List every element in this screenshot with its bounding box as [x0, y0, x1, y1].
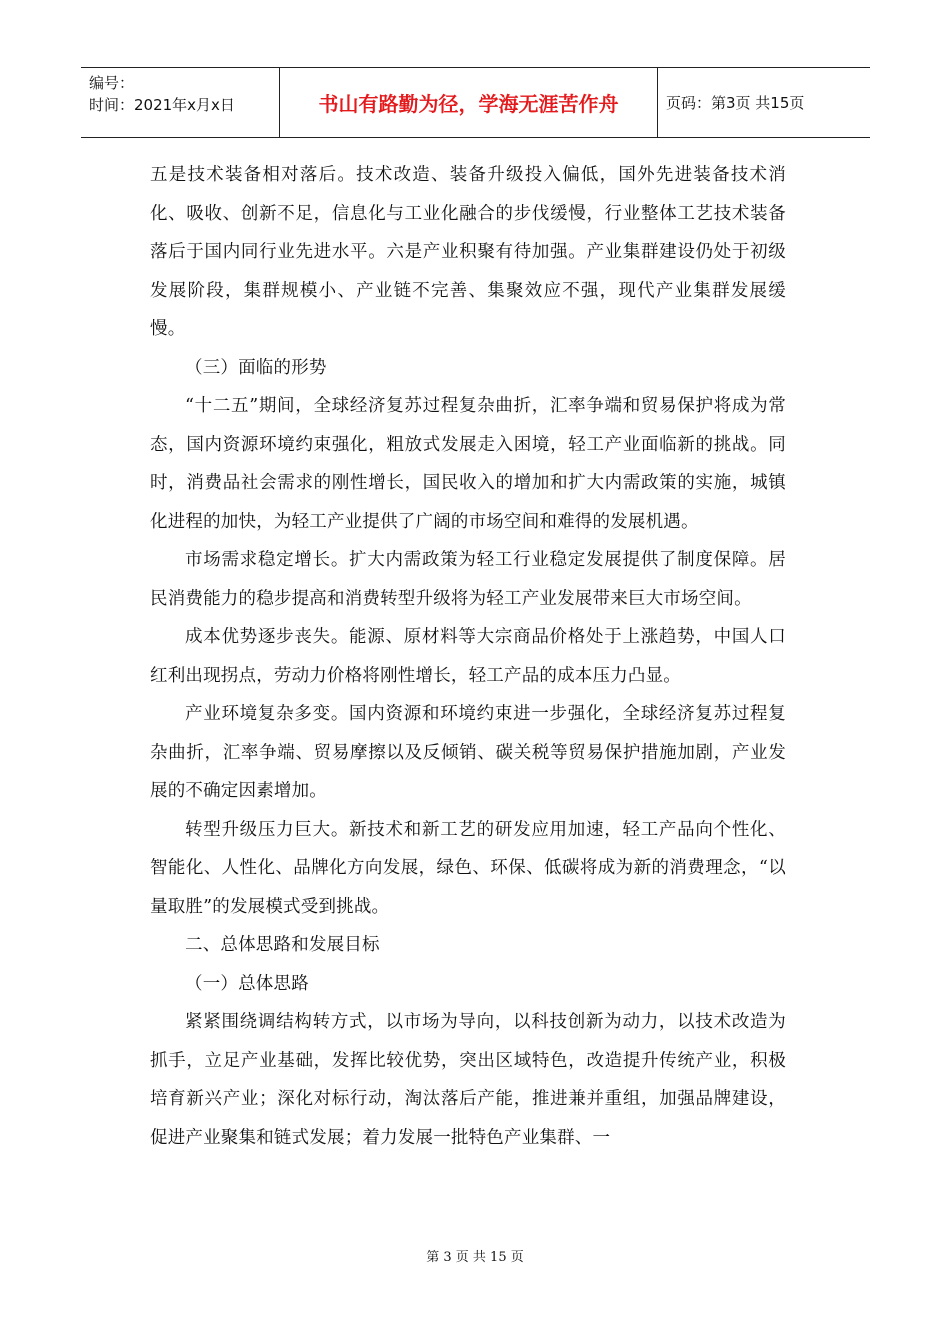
header-page-info: 页码：第3页 共15页: [666, 94, 805, 112]
paragraph: 转型升级压力巨大。新技术和新工艺的研发应用加速，轻工产品向个性化、智能化、人性化、品牌化方向发展，绿色、环保、低碳将成为新的消费理念，“以量取胜”的发展模式受到挑战。: [150, 819, 786, 917]
paragraph: “十二五”期间，全球经济复苏过程复杂曲折，汇率争端和贸易保护将成为常态，国内资源环境约束强化，粗放式发展走入困境，轻工产业面临新的挑战。同时，消费品社会需求的刚性增长，国民收入的增加和扩大内需政策的实施，城镇化进程的加快，为轻工产业提供了广阔的市场空间和难得的发展机遇。: [150, 396, 786, 532]
paragraph: 市场需求稳定增长。扩大内需政策为轻工行业稳定发展提供了制度保障。居民消费能力的稳步提高和消费转型升级将为轻工产业发展带来巨大市场空间。: [150, 550, 786, 609]
number-label: 编号：: [89, 74, 135, 92]
paragraph: 紧紧围绕调结构转方式，以市场为导向，以科技创新为动力，以技术改造为抓手，立足产业基础，发挥比较优势，突出区域特色，改造提升传统产业，积极培育新兴产业；深化对标行动，淘汰落后产能，推进兼并重组，加强品牌建设，促进产业聚集和链式发展；着力发展一批特色产业集群、一: [150, 1012, 786, 1148]
section-heading-approach: （一）总体思路: [185, 973, 309, 994]
paragraph: 成本优势逐步丧失。能源、原材料等大宗商品价格处于上涨趋势，中国人口红利出现拐点，劳动力价格将刚性增长，轻工产品的成本压力凸显。: [150, 627, 786, 686]
page-header: [81, 67, 870, 138]
paragraph: 产业环境复杂多变。国内资源和环境约束进一步强化，全球经济复苏过程复杂曲折，汇率争端、贸易摩擦以及反倾销、碳关税等贸易保护措施加剧，产业发展的不确定因素增加。: [150, 704, 786, 801]
time-label: 时间：2021年x月x日: [89, 96, 235, 114]
document-body: [150, 156, 786, 1157]
chapter-heading: 二、总体思路和发展目标: [185, 935, 380, 955]
page-footer: 第 3 页 共 15 页: [426, 1250, 524, 1265]
header-meta: [81, 68, 280, 137]
header-motto: 书山有路勤为径，学海无涯苦作舟: [280, 68, 658, 137]
section-heading-situation: （三）面临的形势: [185, 357, 327, 378]
paragraph-continuation: 五是技术装备相对落后。技术改造、装备升级投入偏低，国外先进装备技术消化、吸收、创新不足，信息化与工业化融合的步伐缓慢，行业整体工艺技术装备落后于国内同行业先进水平。六是产业积聚有待加强。产业集群建设仍处于初级发展阶段，集群规模小、产业链不完善、集聚效应不强，现代产业集群发展缓慢。: [150, 165, 786, 339]
